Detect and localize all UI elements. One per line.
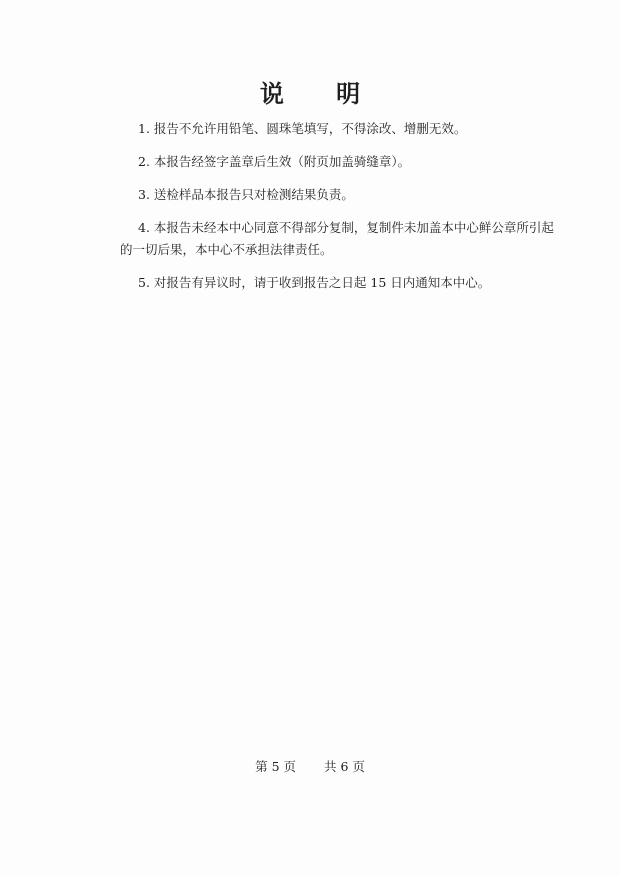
notes-list [120, 118, 560, 305]
page-footer [0, 757, 620, 775]
note-item-5: 5. 对报告有异议时，请于收到报告之日起 15 日内通知本中心。 [138, 275, 491, 290]
page-title: 说 明 [259, 79, 383, 108]
page-number: 第 5 页 [255, 759, 296, 774]
note-item-4: 4. 本报告未经本中心同意不得部分复制，复制件未加盖本中心鲜公章所引起的一切后果，本中心不承担法律责任。 [120, 220, 554, 257]
note-item-1: 1. 报告不允许用铅笔、圆珠笔填写，不得涂改、增删无效。 [138, 121, 467, 136]
page-total: 共 6 页 [324, 759, 365, 774]
note-item-2: 2. 本报告经签字盖章后生效（附页加盖骑缝章）。 [138, 154, 411, 169]
note-item-3: 3. 送检样品本报告只对检测结果负责。 [138, 187, 354, 202]
